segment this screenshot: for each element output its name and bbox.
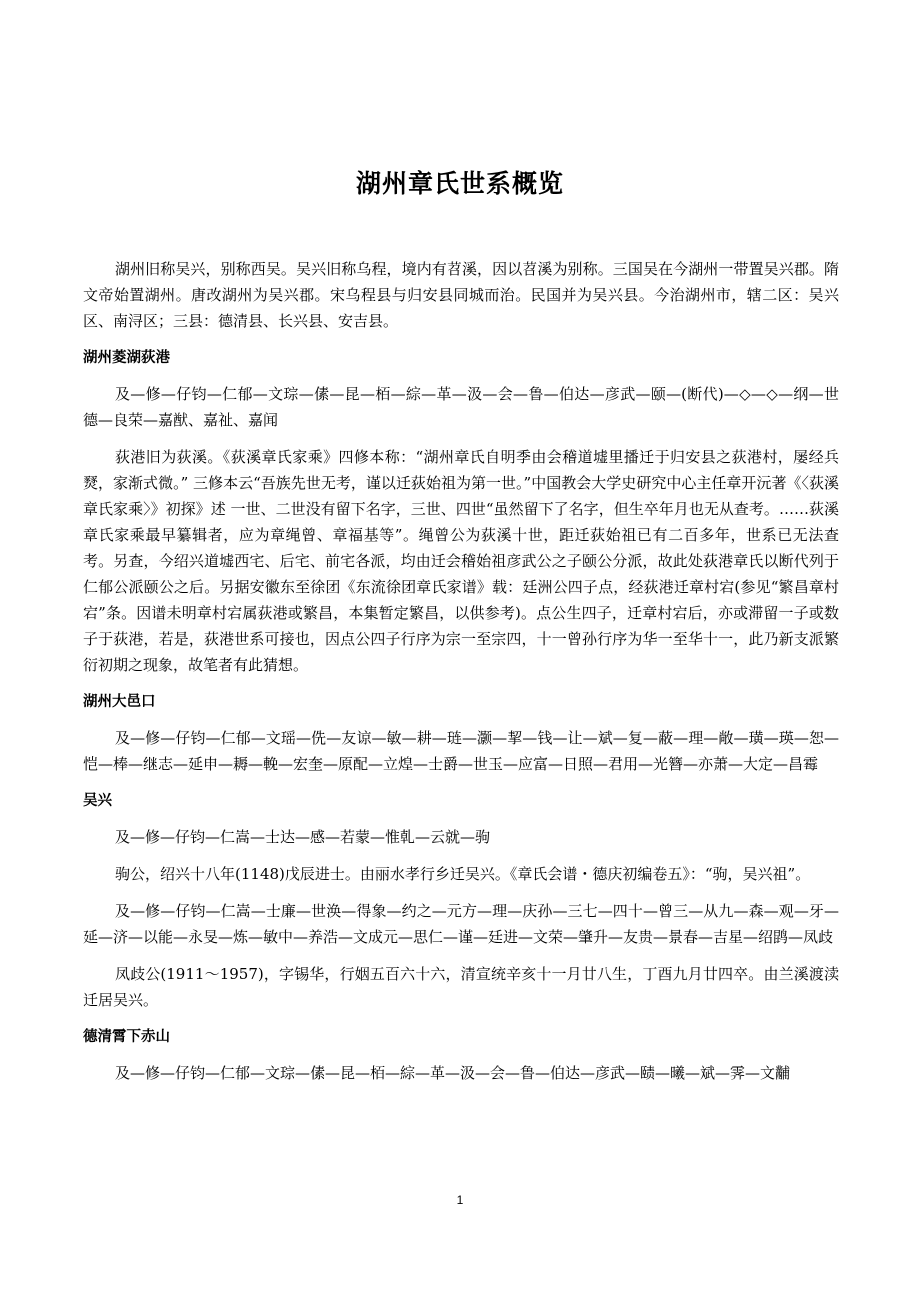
document-body: [83, 256, 839, 1097]
page-title: 湖州章氏世系概览: [355, 169, 564, 198]
intro-paragraph: 湖州旧称吴兴，别称西吴。吴兴旧称乌程，境内有苕溪，因以苕溪为别称。三国吴在今湖州一带置吴兴郡。隋文帝始置湖州。唐改湖州为吴兴郡。宋乌程县与归安县同城而治。民国并为吴兴县。今治湖州市，辖二区：吴兴区、南浔区；三县：德清县、长兴县、安吉县。: [83, 260, 839, 330]
section-heading-dayikou: 湖州大邑口: [83, 694, 156, 710]
lineage-paragraph: 及—修—仔钧—仁郁—文琮—傃—昆—栢—綜—革—汲—会—鲁—伯达—彦武—赜—曦—斌—霁—文黼: [115, 1064, 791, 1082]
lineage-paragraph: 及—修—仔钧—仁嵩—士廉—世涣—得象—约之—元方—理—庆孙—三七—四十—曾三—从九—森—观—牙—延—济—以能—永旻—炼—敏中—养浩—文成元—思仁—谨—廷进—文荣—肇升—友贵—景春—吉星—绍鹍—凤歧: [83, 902, 839, 946]
body-paragraph: 凤歧公(1911～1957)，字锡华，行姻五百六十六，清宣统辛亥十一月廿八生，丁酉九月廿四卒。由兰溪渡渎迁居吴兴。: [83, 965, 839, 1009]
section-heading-wuxing: 吴兴: [83, 793, 112, 809]
page-number: 1: [456, 1193, 464, 1207]
section-heading-deqing-chishan: 德清霄下赤山: [83, 1029, 170, 1045]
body-paragraph: 驹公，绍兴十八年(1148)戊辰进士。由丽水孝行乡迁吴兴。《章氏会谱・德庆初编卷五》：“驹，吴兴祖”。: [115, 865, 811, 883]
lineage-paragraph: 及—修—仔钧—仁嵩—士达—感—若蒙—惟乹—云就—驹: [115, 828, 491, 846]
lineage-paragraph: 及—修—仔钧—仁郁—文瑶—侁—友谅—敏—耕—琏—灏—挈—钱—让—斌—复—蔽—理—敞—璜—瑛—恕—恺—棒—继志—延申—耨—輓—宏奎—原配—立煌—士爵—世玉—应富—日照—君用—光簪—亦萧—大定—昌霉: [83, 729, 839, 773]
body-paragraph: 荻港旧为荻溪。《荻溪章氏家乘》四修本称：“湖州章氏自明季由会稽道墟里播迁于归安县之荻港村，屡经兵燹，家渐式微。” 三修本云“吾族先世无考，谨以迁荻始祖为第一世。”中国教会大学史研究中心主任章开沅著《〈荻溪章氏家乘〉》初探》述 一世、二世没有留下名字，三世、四世“虽然留下了名字，但生卒年月也无从查考。……荻溪章氏家乘最早纂辑者，应为章绳曾、章福基等”。绳曾公为荻溪十世，距迁荻始祖已有二百多年，世系已无法查考。另查，今绍兴道墟西宅、后宅、前宅各派，均由迁会稽始祖彦武公之子颐公分派，故此处荻港章氏以断代列于仁郁公派颐公之后。另据安徽东至徐团《东流徐团章氏家谱》载：廷洲公四子点，经荻港迁章村宕(参见“繁昌章村宕”条。因谱未明章村宕属荻港或繁昌，本集暂定繁昌，以供参考)。点公生四子，迁章村宕后，亦或滞留一子或数子于荻港，若是，荻港世系可接也，因点公四子行序为宗一至宗四，十一曾孙行序为华一至华十一，此乃新支派繁衍初期之现象，故笔者有此猜想。: [83, 448, 839, 674]
lineage-paragraph: 及—修—仔钧—仁郁—文琮—傃—昆—栢—綜—革—汲—会—鲁—伯达—彦武—颐—(断代)—◇—◇—纲—世德—良荣—嘉猷、嘉祉、嘉闻: [83, 385, 839, 429]
section-heading-linghu-digang: 湖州菱湖荻港: [83, 350, 170, 366]
